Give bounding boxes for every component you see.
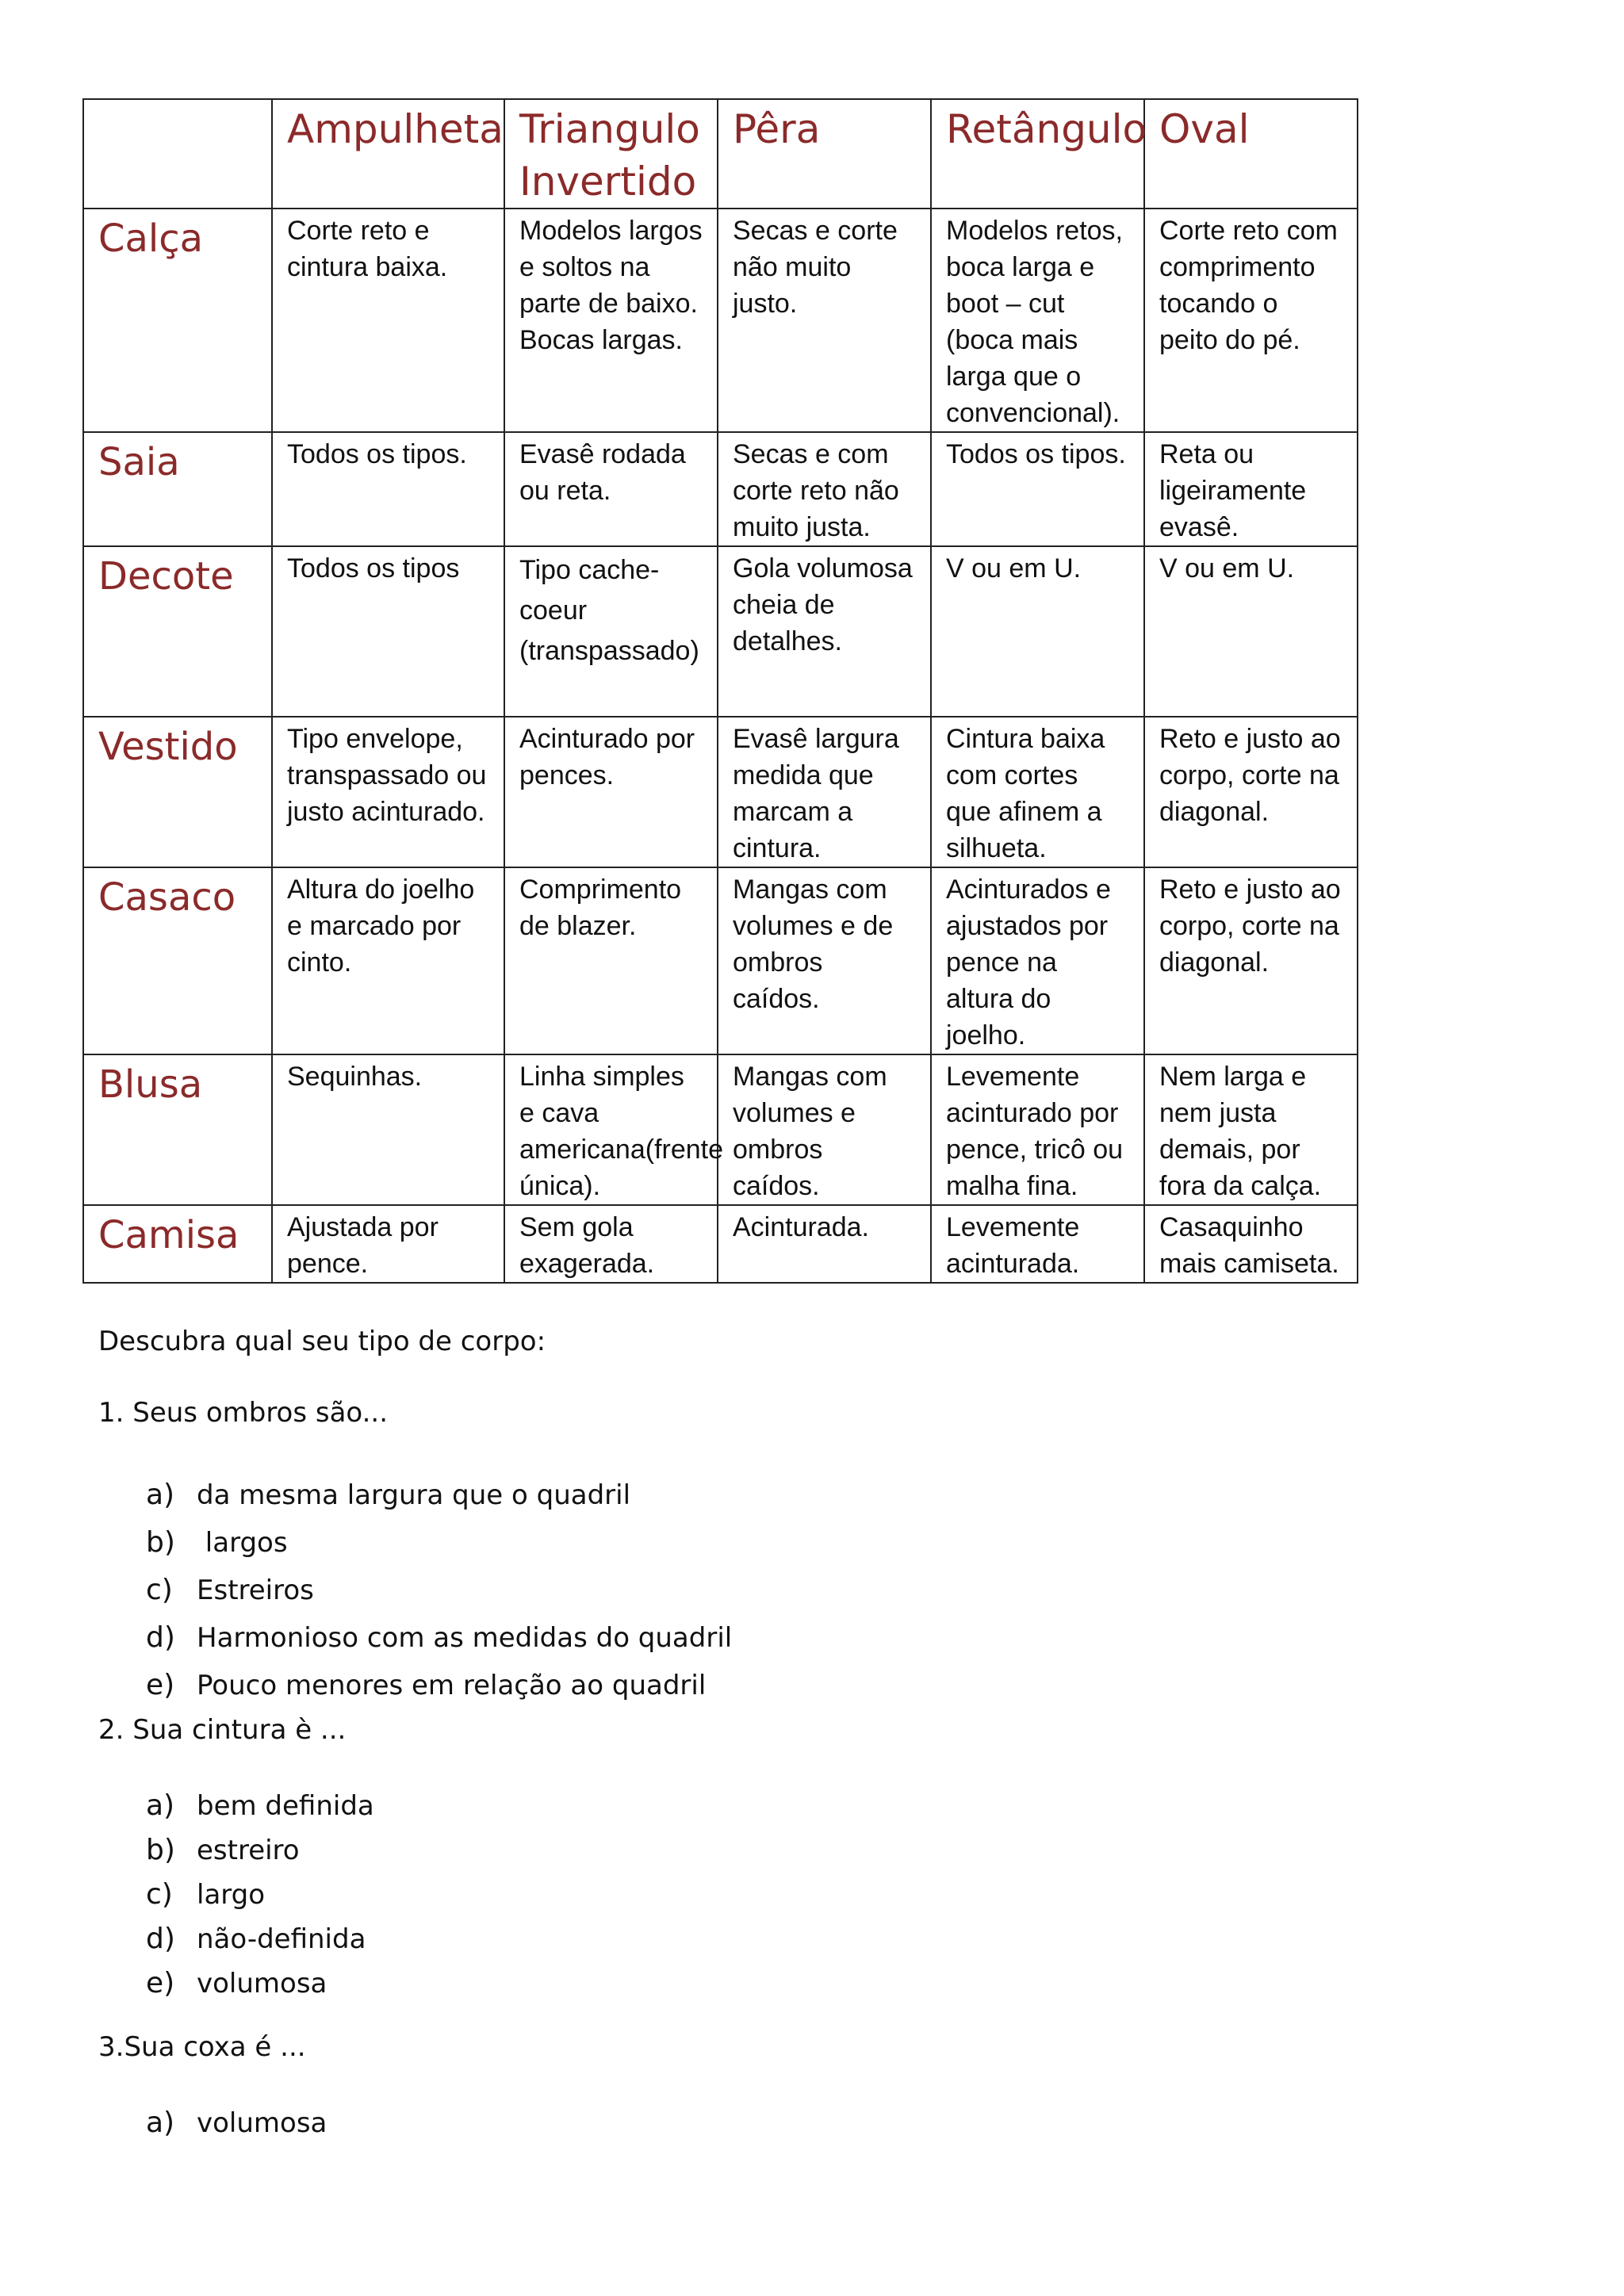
table-cell: Corte reto com comprimento tocando o peito do pé. — [1144, 209, 1358, 432]
table-cell: V ou em U. — [1144, 546, 1358, 717]
row-header: Vestido — [83, 717, 272, 867]
option-item — [146, 1828, 374, 1873]
option-item — [146, 1662, 732, 1709]
table-cell: Ajustada por pence. — [272, 1205, 504, 1283]
option-text: volumosa — [197, 1968, 327, 1999]
option-item — [146, 1784, 374, 1828]
option-item — [146, 1614, 732, 1662]
question-options — [146, 1471, 732, 1709]
table-row — [83, 1205, 1358, 1283]
option-letter: a) — [146, 1479, 175, 1511]
option-text: largos — [197, 1527, 288, 1559]
table-cell: Comprimento de blazer. — [504, 867, 718, 1054]
option-item — [146, 1917, 374, 1961]
table-cell: Reto e justo ao corpo, corte na diagonal. — [1144, 867, 1358, 1054]
option-text: da mesma largura que o quadril — [197, 1479, 631, 1511]
row-header: Casaco — [83, 867, 272, 1054]
option-letter: d) — [146, 1923, 175, 1955]
option-letter: e) — [146, 1669, 175, 1701]
option-item — [146, 1471, 732, 1519]
option-letter: b) — [146, 1834, 175, 1866]
row-header: Saia — [83, 432, 272, 546]
table-cell: Modelos retos, boca larga e boot – cut (boca mais larga que o convencional). — [931, 209, 1144, 432]
question-title: 3.Sua coxa é ... — [98, 2031, 306, 2063]
table-cell: Modelos largos e soltos na parte de baixo. Bocas largas. — [504, 209, 718, 432]
table-cell: Levemente acinturada. — [931, 1205, 1144, 1283]
table-cell: Todos os tipos — [272, 546, 504, 717]
table-cell: Linha simples e cava americana(frente única). — [504, 1054, 718, 1205]
body-type-clothing-table — [82, 98, 1358, 1284]
table-cell: Sem gola exagerada. — [504, 1205, 718, 1283]
table-cell: Mangas com volumes e de ombros caídos. — [718, 867, 931, 1054]
table-cell: Levemente acinturado por pence, tricô ou malha fina. — [931, 1054, 1144, 1205]
table-cell: Altura do joelho e marcado por cinto. — [272, 867, 504, 1054]
question-options — [146, 1784, 374, 2006]
table-cell: Secas e com corte reto não muito justa. — [718, 432, 931, 546]
option-letter: a) — [146, 2107, 175, 2139]
table-cell: Todos os tipos. — [272, 432, 504, 546]
table-cell: Todos os tipos. — [931, 432, 1144, 546]
option-letter: e) — [146, 1967, 175, 1999]
option-letter: d) — [146, 1621, 175, 1654]
table-cell: Evasê rodada ou reta. — [504, 432, 718, 546]
column-header: Ampulheta — [272, 99, 504, 209]
table-cell: Gola volumosa cheia de detalhes. — [718, 546, 931, 717]
option-text: estreiro — [197, 1835, 300, 1866]
column-header: Triangulo Invertido — [504, 99, 718, 209]
option-letter: c) — [146, 1574, 173, 1606]
option-item — [146, 1519, 732, 1567]
option-text: Pouco menores em relação ao quadril — [197, 1670, 707, 1701]
table-cell: Acinturada. — [718, 1205, 931, 1283]
table-corner-cell — [83, 99, 272, 209]
table-row — [83, 1054, 1358, 1205]
option-text: Harmonioso com as medidas do quadril — [197, 1622, 733, 1654]
column-header: Pêra — [718, 99, 931, 209]
option-text: Estreiros — [197, 1575, 314, 1606]
option-text: volumosa — [197, 2107, 327, 2139]
option-letter: b) — [146, 1526, 175, 1559]
option-letter: a) — [146, 1789, 175, 1822]
row-header: Decote — [83, 546, 272, 717]
question-options — [146, 2101, 327, 2145]
column-header: Retângulo — [931, 99, 1144, 209]
row-header: Camisa — [83, 1205, 272, 1283]
table-cell: V ou em U. — [931, 546, 1144, 717]
table-row — [83, 717, 1358, 867]
table-cell: Reta ou ligeiramente evasê. — [1144, 432, 1358, 546]
option-item — [146, 2101, 327, 2145]
table-cell: Cintura baixa com cortes que afinem a silhueta. — [931, 717, 1144, 867]
option-text: largo — [197, 1879, 266, 1911]
table-cell: Evasê largura medida que marcam a cintura. — [718, 717, 931, 867]
table-cell: Secas e corte não muito justo. — [718, 209, 931, 432]
option-text: não-definida — [197, 1923, 366, 1955]
table-cell: Sequinhas. — [272, 1054, 504, 1205]
row-header: Calça — [83, 209, 272, 432]
table-cell: Acinturados e ajustados por pence na altura do joelho. — [931, 867, 1144, 1054]
table-cell: Mangas com volumes e ombros caídos. — [718, 1054, 931, 1205]
option-item — [146, 1567, 732, 1614]
table-cell: Tipo cache-coeur (transpassado) — [504, 546, 718, 717]
table-row — [83, 546, 1358, 717]
option-letter: c) — [146, 1878, 173, 1911]
table-cell: Reto e justo ao corpo, corte na diagonal. — [1144, 717, 1358, 867]
table-row — [83, 867, 1358, 1054]
option-item — [146, 1873, 374, 1917]
table-cell: Corte reto e cintura baixa. — [272, 209, 504, 432]
question-title: 2. Sua cintura è ... — [98, 1714, 347, 1746]
row-header: Blusa — [83, 1054, 272, 1205]
table-cell: Acinturado por pences. — [504, 717, 718, 867]
option-item — [146, 1961, 374, 2006]
table-cell: Nem larga e nem justa demais, por fora da calça. — [1144, 1054, 1358, 1205]
quiz-intro: Descubra qual seu tipo de corpo: — [98, 1326, 546, 1357]
table-cell: Casaquinho mais camiseta. — [1144, 1205, 1358, 1283]
table-row — [83, 209, 1358, 432]
table-cell: Tipo envelope, transpassado ou justo acinturado. — [272, 717, 504, 867]
option-text: bem definida — [197, 1790, 374, 1822]
table-header-row — [83, 99, 1358, 209]
question-title: 1. Seus ombros são... — [98, 1397, 389, 1429]
column-header: Oval — [1144, 99, 1358, 209]
table-row — [83, 432, 1358, 546]
